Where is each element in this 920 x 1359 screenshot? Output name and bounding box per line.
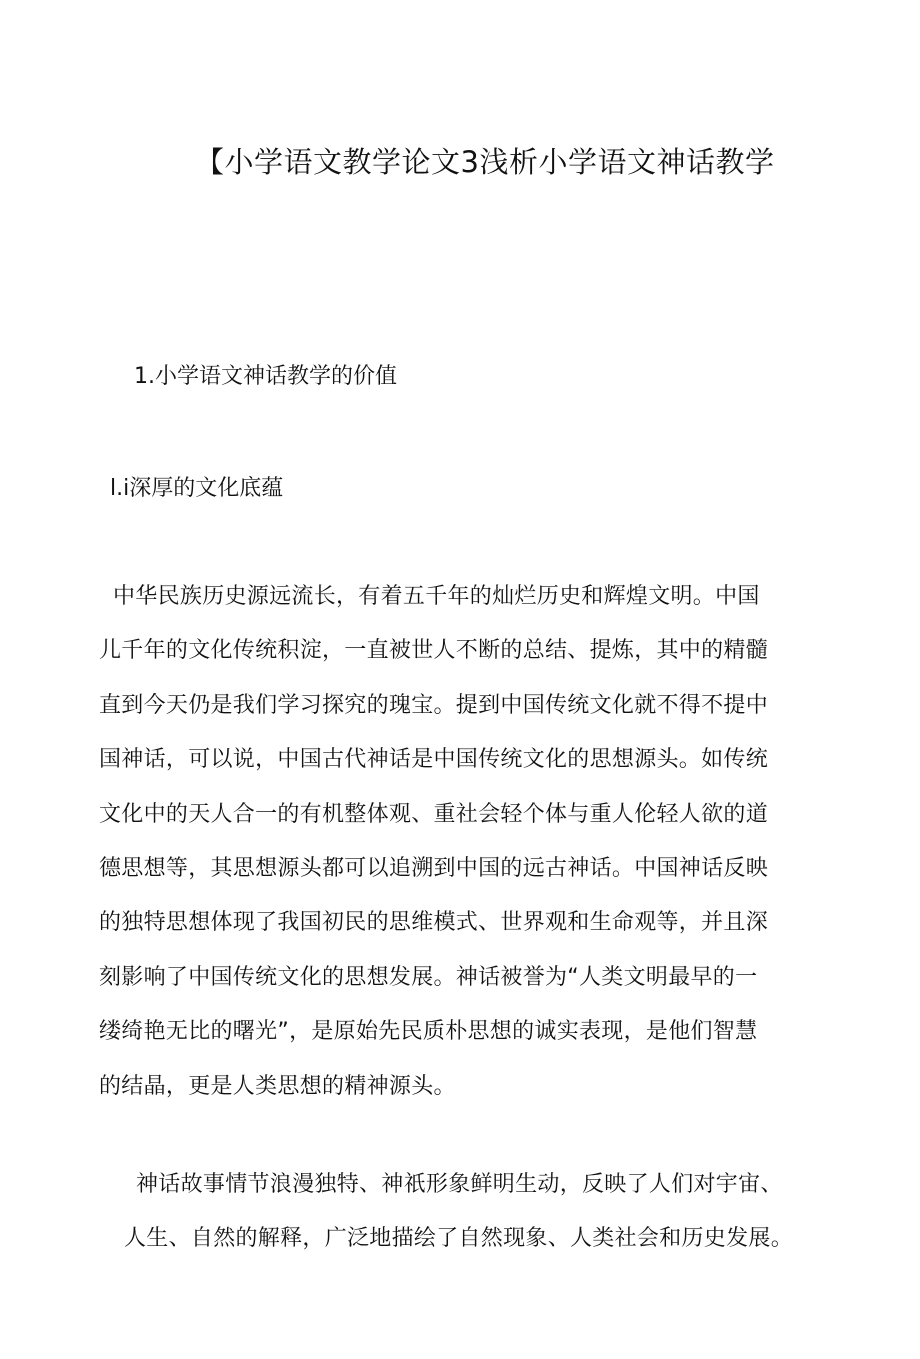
paragraph-line: 的独特思想体现了我国初民的思维模式、世界观和生命观等，并且深 <box>99 910 769 936</box>
paragraph-line: 人生、自然的解释，广泛地描绘了自然现象、人类社会和历史发展。 <box>124 1226 794 1252</box>
paragraph-line: 缕绮艳无比的曙光”，是原始先民质朴思想的诚实表现，是他们智慧 <box>99 1019 758 1045</box>
subsection-heading: l.i深厚的文化底蕴 <box>110 476 284 501</box>
section-heading: 1.小学语文神话教学的价值 <box>134 364 397 389</box>
paragraph-line: 文化中的天人合一的有机整体观、重社会轻个体与重人伦轻人欲的道 <box>99 801 769 827</box>
paragraph-line: 国神话，可以说，中国古代神话是中国传统文化的思想源头。如传统 <box>99 747 769 773</box>
paragraph-line: 中华民族历史源远流长，有着五千年的灿烂历史和辉煌文明。中国 <box>113 584 760 609</box>
body-paragraph-2 <box>124 1158 804 1267</box>
paragraph-line: 刻影响了中国传统文化的思想发展。神话被誉为“人类文明最早的一 <box>99 964 758 990</box>
paragraph-line: 神话故事情节浪漫独特、神祇形象鲜明生动，反映了人们对宇宙、 <box>136 1172 783 1197</box>
paragraph-line: 直到今天仍是我们学习探究的瑰宝。提到中国传统文化就不得不提中 <box>99 692 769 718</box>
paragraph-line: 德思想等，其思想源头都可以追溯到中国的远古神话。中国神话反映 <box>99 856 769 882</box>
paragraph-line: 儿千年的文化传统积淀，一直被世人不断的总结、提炼，其中的精髓 <box>99 638 769 664</box>
paragraph-line: 的结晶，更是人类思想的精神源头。 <box>99 1073 456 1099</box>
document-title: 【小学语文教学论文3浅析小学语文神话教学 <box>195 145 775 179</box>
body-paragraph-1 <box>99 570 771 1114</box>
